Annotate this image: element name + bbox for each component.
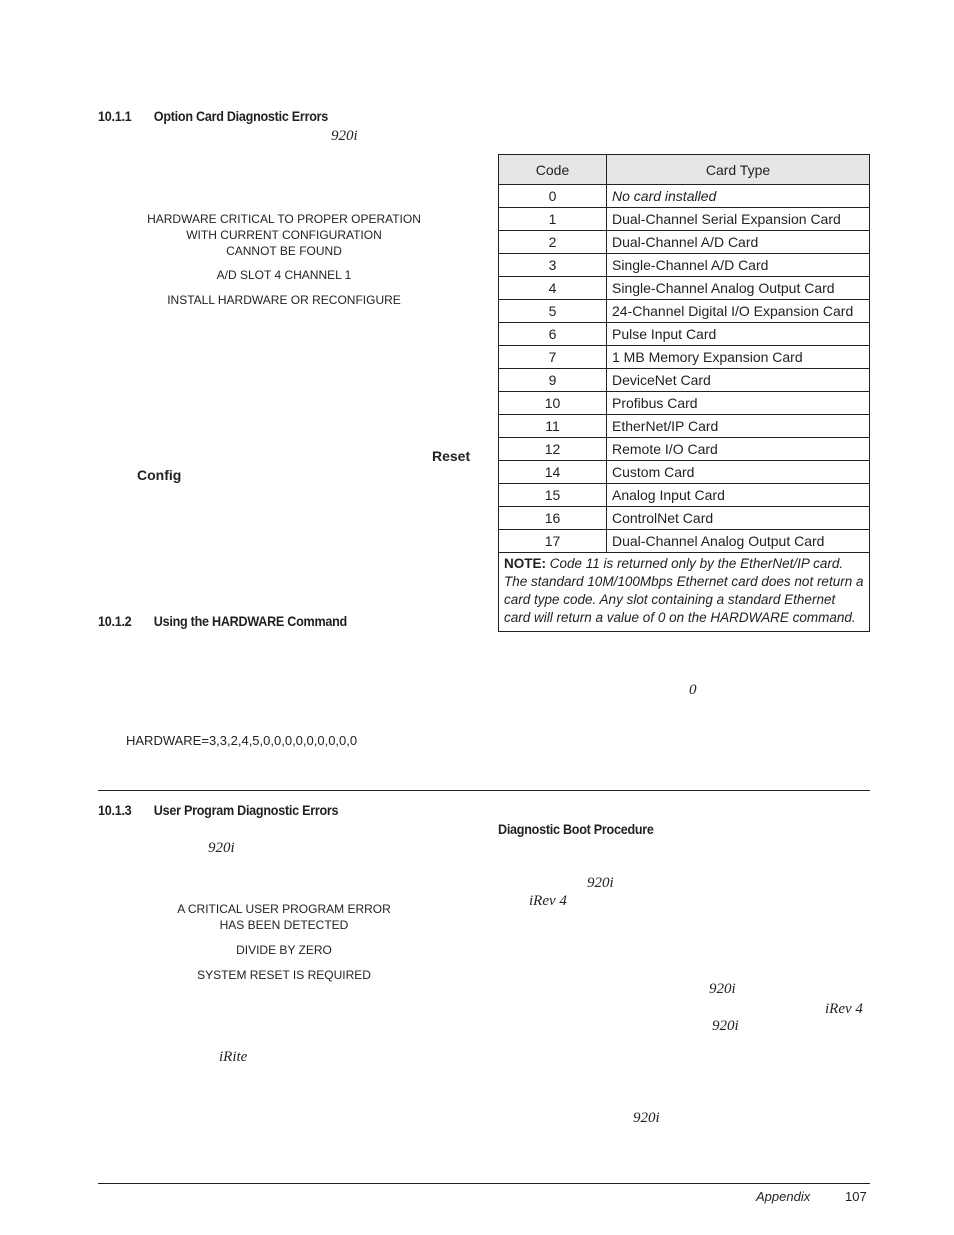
card-code-cell: 16	[499, 507, 607, 530]
error-type-line: DIVIDE BY ZERO	[236, 943, 332, 957]
slot-line: A/D SLOT 4 CHANNEL 1	[216, 268, 352, 282]
card-code-cell: 11	[499, 415, 607, 438]
card-code-cell: 0	[499, 185, 607, 208]
table-row	[499, 484, 870, 507]
card-type-cell: Profibus Card	[607, 392, 870, 415]
table-note-row	[499, 553, 870, 632]
footer-page-number: 107	[845, 1189, 867, 1204]
card-type-cell: DeviceNet Card	[607, 369, 870, 392]
action-line: INSTALL HARDWARE OR RECONFIGURE	[167, 293, 401, 307]
card-type-cell: Analog Input Card	[607, 484, 870, 507]
italic-product-name: 920i	[587, 875, 614, 891]
section-title: Using the HARDWARE Command	[153, 613, 347, 629]
diagnostic-boot-heading: Diagnostic Boot Procedure	[498, 821, 654, 837]
footer-rule	[98, 1183, 870, 1184]
card-type-cell: Dual-Channel A/D Card	[607, 231, 870, 254]
italic-product-name: 920i	[331, 128, 358, 144]
message-line: HARDWARE CRITICAL TO PROPER OPERATION	[147, 212, 421, 226]
table-row	[499, 185, 870, 208]
table-row	[499, 231, 870, 254]
card-code-cell: 15	[499, 484, 607, 507]
system-reset-line: SYSTEM RESET IS REQUIRED	[197, 968, 371, 982]
hardware-command-example: HARDWARE=3,3,2,4,5,0,0,0,0,0,0,0,0,0	[126, 733, 358, 748]
table-row	[499, 323, 870, 346]
italic-irev-name: iRev 4	[825, 1001, 863, 1017]
card-type-cell: Remote I/O Card	[607, 438, 870, 461]
card-type-cell: EtherNet/IP Card	[607, 415, 870, 438]
error-message-block	[114, 211, 454, 259]
card-code-cell: 14	[499, 461, 607, 484]
note-text: Code 11 is returned only by the EtherNet/IP card. The standard 10M/100Mbps Ethernet card does not return a card type code. Any slot containing a standard Ethernet card will return a value of 0 on the HARDWARE command.	[504, 556, 864, 625]
card-type-cell: Single-Channel A/D Card	[607, 254, 870, 277]
card-type-cell: 1 MB Memory Expansion Card	[607, 346, 870, 369]
card-type-cell: Dual-Channel Analog Output Card	[607, 530, 870, 553]
card-type-cell: Dual-Channel Serial Expansion Card	[607, 208, 870, 231]
card-type-cell: ControlNet Card	[607, 507, 870, 530]
card-code-cell: 5	[499, 300, 607, 323]
card-type-cell: No card installed	[607, 185, 870, 208]
card-code-cell: 4	[499, 277, 607, 300]
section-divider	[98, 790, 870, 791]
table-row	[499, 392, 870, 415]
card-code-cell: 1	[499, 208, 607, 231]
italic-product-name: 920i	[208, 840, 235, 856]
program-error-message-block	[114, 901, 454, 933]
section-heading-10-1-3	[98, 802, 338, 818]
table-row	[499, 530, 870, 553]
message-line: CANNOT BE FOUND	[226, 244, 342, 258]
card-code-cell: 3	[499, 254, 607, 277]
italic-irev-name: iRev 4	[529, 893, 567, 909]
message-line: A CRITICAL USER PROGRAM ERROR	[177, 902, 391, 916]
table-row	[499, 461, 870, 484]
section-title: Option Card Diagnostic Errors	[153, 108, 329, 124]
table-row	[499, 300, 870, 323]
table-row	[499, 438, 870, 461]
table-row	[499, 415, 870, 438]
card-code-cell: 9	[499, 369, 607, 392]
table-row	[499, 507, 870, 530]
message-line: WITH CURRENT CONFIGURATION	[186, 228, 382, 242]
card-code-cell: 17	[499, 530, 607, 553]
card-code-cell: 10	[499, 392, 607, 415]
italic-product-name: 920i	[709, 981, 736, 997]
section-heading-10-1-2	[98, 613, 347, 629]
irite-word: iRite	[219, 1049, 248, 1065]
section-number: 10.1.2	[98, 613, 132, 629]
config-key-label: Config	[137, 467, 182, 483]
table-row	[499, 346, 870, 369]
footer-section-name: Appendix	[756, 1189, 811, 1204]
column-header-card-type: Card Type	[607, 155, 870, 185]
section-title: User Program Diagnostic Errors	[153, 802, 339, 818]
section-number: 10.1.1	[98, 108, 132, 124]
card-type-cell: 24-Channel Digital I/O Expansion Card	[607, 300, 870, 323]
zero-value: 0	[689, 682, 697, 698]
card-code-cell: 12	[499, 438, 607, 461]
card-code-cell: 6	[499, 323, 607, 346]
section-number: 10.1.3	[98, 802, 132, 818]
card-type-cell: Pulse Input Card	[607, 323, 870, 346]
note-label: NOTE:	[504, 556, 546, 571]
table-row	[499, 277, 870, 300]
card-code-cell: 7	[499, 346, 607, 369]
card-code-cell: 2	[499, 231, 607, 254]
card-type-cell: Single-Channel Analog Output Card	[607, 277, 870, 300]
card-type-table	[498, 154, 870, 632]
message-line: HAS BEEN DETECTED	[219, 918, 349, 932]
table-row	[499, 369, 870, 392]
table-row	[499, 208, 870, 231]
table-row	[499, 254, 870, 277]
table-note	[499, 553, 870, 632]
section-heading-10-1-1	[98, 108, 328, 124]
italic-product-name: 920i	[712, 1018, 739, 1034]
italic-product-name: 920i	[633, 1110, 660, 1126]
column-header-code: Code	[499, 155, 607, 185]
reset-key-label: Reset	[432, 448, 471, 464]
card-type-cell: Custom Card	[607, 461, 870, 484]
table-header-row	[499, 155, 870, 185]
